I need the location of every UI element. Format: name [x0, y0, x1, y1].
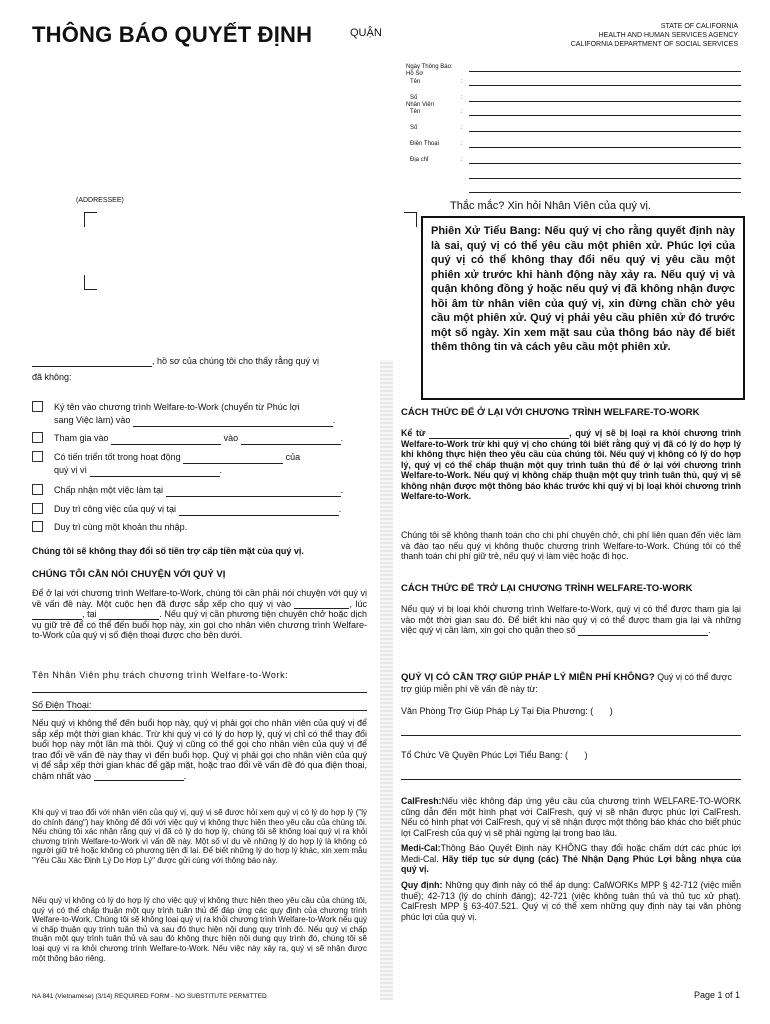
blank-field[interactable] — [90, 476, 220, 477]
address-field-3[interactable] — [469, 192, 741, 193]
number-label: Số — [410, 125, 418, 131]
records-line: , hồ sơ của chúng tôi cho thấy rằng quý vị — [32, 356, 372, 367]
page-number: Page 1 of 1 — [693, 990, 740, 1000]
colon: : — [461, 109, 463, 115]
check-sign-wtw: Ký tên vào chương trình Welfare-to-Work (chuyển từ Phúc lợi sang Việc làm) vào . — [54, 402, 336, 425]
agency-block — [571, 22, 738, 49]
checkbox-keep-income[interactable] — [32, 521, 43, 532]
colon: : — [461, 141, 463, 147]
checkbox-participate[interactable] — [32, 432, 43, 443]
stay-paragraph: Kể từ , quý vị sẽ bị loại ra khỏi chương trình Welfare-to-Work trừ khi quý vị cho chúng tôi biết rằng quý vị đã có lý do hợp lý khi không thực hiện theo yêu cầu của chúng tôi. Nếu quý vị không có lý do hợp lý, quý vị có thể chấp thuận một quy trình tuân thủ để ở lại với chương trình Welfare-to-Work. Nếu quý vị không chấp thuận một quy trình tuân thủ, quý vị sẽ không nhận được một thông báo khác trước khi quý vị bị loại khỏi chương trình Welfare-to-Work. — [401, 428, 741, 501]
colon: : — [461, 79, 463, 85]
blank-field[interactable] — [578, 635, 708, 636]
return-heading: CÁCH THỨC ĐỂ TRỞ LẠI CHƯƠNG TRÌNH WELFARE-TO-WORK — [401, 583, 693, 594]
medical-paragraph: Medi-Cal:Thông Báo Quyết Định này KHÔNG thay đổi hoặc chấm dứt các phúc lợi Medi-Cal. Hãy tiếp tục sử dụng (các) Thẻ Nhận Dạng Phúc Lợi bằng nhựa của quý vị. — [401, 843, 741, 874]
colon: : — [461, 157, 463, 163]
state-hearing-text: Phiên Xử Tiểu Bang: Nếu quý vị cho rằng quyết định này là sai, quý vị có thể yêu cầu một phiên xử. Phúc lợi của quý vị có thể không thay đổi nếu quý vị yêu cầu một phiên xử trước khi hành động này xảy ra. Nếu quý vị và quận không đồng ý hoặc nếu quý vị đã không nhận được hồi âm từ nhân viên của quý vị, xin đừng chần chờ yêu cầu một phiên xử. Quý vị phải yêu cầu phiên xử đó trước một số ngày. Xin xem mặt sau của thông báo này để biết thêm thông tin và cách yêu cầu một phiên xử. — [431, 225, 735, 353]
blank-field[interactable] — [166, 496, 341, 497]
questions-note: Thắc mắc? Xin hỏi Nhân Viên của quý vị. — [450, 200, 651, 212]
checkbox-keep-job[interactable] — [32, 503, 43, 514]
agency-line-2: HEALTH AND HUMAN SERVICES AGENCY — [598, 32, 738, 39]
case-number-field[interactable] — [469, 101, 741, 102]
reschedule-paragraph: Nếu quý vị không thể đến buổi họp này, quý vị phải gọi cho nhân viên của quý vị để sắp xếp một thời gian khác. Trừ khi quý vị có lý do hợp lý, quý vị chỉ có thể thay đổi buổi họp này một lần mà thôi. Quý vị cũng có thể gọi cho nhân viên của quý vị để trao đổi về vấn đề này thay vì đến buổi họp. Quý vị phải gọi cho nhân viên của quý vị để sắp xếp thời gian khác để gặp mặt, hoặc trao đổi về vấn đề đó qua điện thoại, chậm nhất vào . — [32, 718, 367, 781]
worker-name-label: Tên — [410, 109, 421, 115]
column-divider — [380, 360, 393, 1000]
agency-line-1: STATE OF CALIFORNIA — [660, 23, 738, 30]
case-name-field[interactable] — [469, 85, 741, 86]
case-name-label: Tên — [410, 79, 421, 85]
check-keep-income: Duy trì cùng một khoản thu nhập. — [54, 522, 188, 532]
blank-field[interactable] — [241, 444, 341, 445]
good-cause-paragraph: Khi quý vị trao đổi với nhân viên của quý vị, quý vị sẽ được hỏi xem quý vị có lý do hợp lý ("lý do chính đáng") hay không để đối với việc quý vị không thực hiện theo yêu cầu của chúng tôi. Nếu chúng tôi xác nhận rằng quý vị đã có lý do hợp lý, chúng tôi sẽ không loại quý vị ra khỏi chương trình Welfare-to-Work vì vấn đề này. Một số ví dụ về những lý do hợp lý là không có người giữ trẻ hoặc không có phương tiện đi lại. Để biết những lý do hợp lý khác, xin xem mẫu "Yêu Cầu Xác Định Lý Do Hợp Lý" được gửi cùng với thông báo này. — [32, 808, 367, 865]
check-keep-job: Duy trì công việc của quý vị tại . — [54, 504, 342, 514]
address-label: Địa chỉ — [410, 157, 429, 163]
blank-field[interactable] — [179, 515, 339, 516]
number-field[interactable] — [469, 131, 741, 132]
no-change-statement: Chúng tôi sẽ không thay đổi số tiền trợ cấp tiền mặt của quý vị. — [32, 546, 304, 556]
blank-field[interactable] — [183, 463, 283, 464]
blank-field[interactable] — [94, 780, 184, 781]
phone-label: Điện Thoại — [410, 141, 439, 147]
check-accept-job: Chấp nhận một việc làm tại . — [54, 485, 344, 495]
address-window-corner — [84, 275, 97, 290]
form-id: NA 841 (Vietnamese) (3/14) REQUIRED FORM - NO SUBSTITUTE PERMITTED — [32, 993, 267, 1000]
checkbox-accept-job[interactable] — [32, 484, 43, 495]
blank-field[interactable] — [111, 444, 221, 445]
talk-paragraph: Để ở lại với chương trình Welfare-to-Work, chúng tôi cần phải nói chuyện với quý vị về vấn đề này. Một cuộc hẹn đã được sắp xếp cho quý vị vào , lúc , tại . Nếu quý vị cần phương tiện chuyên chở hoặc dịch vụ giữ trẻ để có thể đến buổi họp này, xin gọi cho nhân viên chương trình Welfare-to-Work của quý vị số điện thoại được cho bên dưới. — [32, 588, 367, 640]
worker-name-field[interactable] — [469, 115, 741, 116]
county-label: QUẬN — [350, 27, 382, 39]
check-progress: Có tiến triển tốt trong hoạt động của quý vị vì . — [54, 452, 301, 475]
rules-paragraph: Quy định: Những quy định này có thể áp dụng: CalWORKs MPP § 42-712 (việc miễn thuế); 42-713 (lý do chính đáng); 42-721 (việc không tuân thủ và thủ tục xử phạt). CalFresh MPP § 63-407.521. Quý vị có thể xem những quy định này tại văn phòng phúc lợi của quý vị. — [401, 880, 741, 922]
address-window-corner — [404, 212, 417, 227]
return-paragraph: Nếu quý vị bị loại khỏi chương trình Welfare-to-Work, quý vị có thể được tham gia lại vào một thời gian sau đó. Để biết khi nào quý vị có thể được tham gia lại và những việc quý vị cần làm, xin gọi cho quận theo số . — [401, 604, 741, 635]
legal-office-line: Văn Phòng Trợ Giúp Pháp Lý Tại Địa Phương: ( ) — [401, 706, 613, 716]
rights-org-line: Tổ Chức Về Quyền Phúc Lợi Tiểu Bang: ( ) — [401, 750, 588, 760]
notice-date-field[interactable] — [469, 71, 741, 72]
checkbox-progress[interactable] — [32, 451, 43, 462]
colon: : — [461, 125, 463, 131]
case-label: Hồ Sơ — [406, 71, 424, 77]
address-window-corner — [84, 212, 97, 227]
check-participate: Tham gia vào vào . — [54, 433, 344, 443]
address-field-1[interactable] — [469, 163, 741, 164]
notice-date-label: Ngày Thông Báo: — [406, 64, 453, 70]
compliance-paragraph: Nếu quý vị không có lý do hợp lý cho việc quý vị không thực hiện theo yêu cầu của chúng tôi, quý vị có thể chấp thuận một quy trình tuân thủ để đáp ứng các quy định của chương trình Welfare-to-Work. Chúng tôi sẽ không loại quý vị ra khỏi chương trình Welfare-to-Work nếu quý vị chấp thuận quy trình tuân thủ và sau đó thực hiện nội dung quy trình đó. Nếu quý vị chấp thuận một quy trình tuân thủ và sau đó không thực hiện nội dung quy trình đó, chúng tôi sẽ loại quý vị ra khỏi chương trình Welfare-to-Work. Nếu việc này xảy ra, quý vị sẽ nhận được một thông báo riêng. — [32, 896, 367, 963]
costs-paragraph: Chúng tôi sẽ không thanh toán cho chi phí chuyên chở, chi phí liên quan đến việc làm và đào tạo nếu quý vị không thuộc chương trình Welfare-to-Work. Chúng tôi có thể thanh toán chi phí giữ trẻ, nếu quý vị làm việc hoặc đi học. — [401, 530, 741, 561]
worker-number-label: Số — [410, 95, 418, 101]
did-not-label: đã không: — [32, 372, 72, 382]
colon: : — [461, 95, 463, 101]
document-title: THÔNG BÁO QUYẾT ĐỊNH — [32, 22, 313, 47]
worker-name-line[interactable] — [32, 692, 367, 693]
stay-heading: CÁCH THỨC ĐỂ Ở LẠI VỚI CHƯƠNG TRÌNH WELFARE-TO-WORK — [401, 407, 700, 418]
worker-label: Nhân Viên — [406, 102, 434, 108]
blank-field[interactable] — [133, 426, 333, 427]
agency-line-3: CALIFORNIA DEPARTMENT OF SOCIAL SERVICES — [570, 41, 738, 48]
phone-line[interactable] — [32, 710, 367, 711]
talk-heading: CHÚNG TÔI CẦN NÓI CHUYỆN VỚI QUÝ VỊ — [32, 569, 226, 580]
worker-name-prompt: Tên Nhân Viên phụ trách chương trình Welfare-to-Work: — [32, 670, 289, 680]
phone-prompt: Số Điện Thoại: — [32, 700, 92, 710]
address-field-2[interactable] — [469, 178, 741, 179]
phone-field[interactable] — [469, 147, 741, 148]
calfresh-paragraph: CalFresh:Nếu việc không đáp ứng yêu cầu của chương trình WELFARE-TO-WORK cũng dẫn đến một hình phạt với CalFresh, quý vị sẽ nhận được phúc lợi CalFresh. Nếu có hình phạt với CalFresh, quý vị sẽ nhận được một thông báo khác cho biết phúc lợi CalFresh của quý vị sẽ phải ngừng lại trong bao lâu. — [401, 796, 741, 838]
legal-office-blank[interactable] — [401, 735, 741, 736]
rights-org-blank[interactable] — [401, 779, 741, 780]
date-blank[interactable] — [32, 366, 152, 367]
state-hearing-box — [421, 216, 745, 400]
legal-aid-block: QUÝ VỊ CÓ CẦN TRỢ GIÚP PHÁP LÝ MIỄN PHÍ KHÔNG? Quý vị có thể được trợ giúp miễn phí về vấn đề này từ: — [401, 672, 732, 694]
addressee-label: (ADDRESSEE) — [76, 197, 124, 204]
checkbox-sign-wtw[interactable] — [32, 401, 43, 412]
